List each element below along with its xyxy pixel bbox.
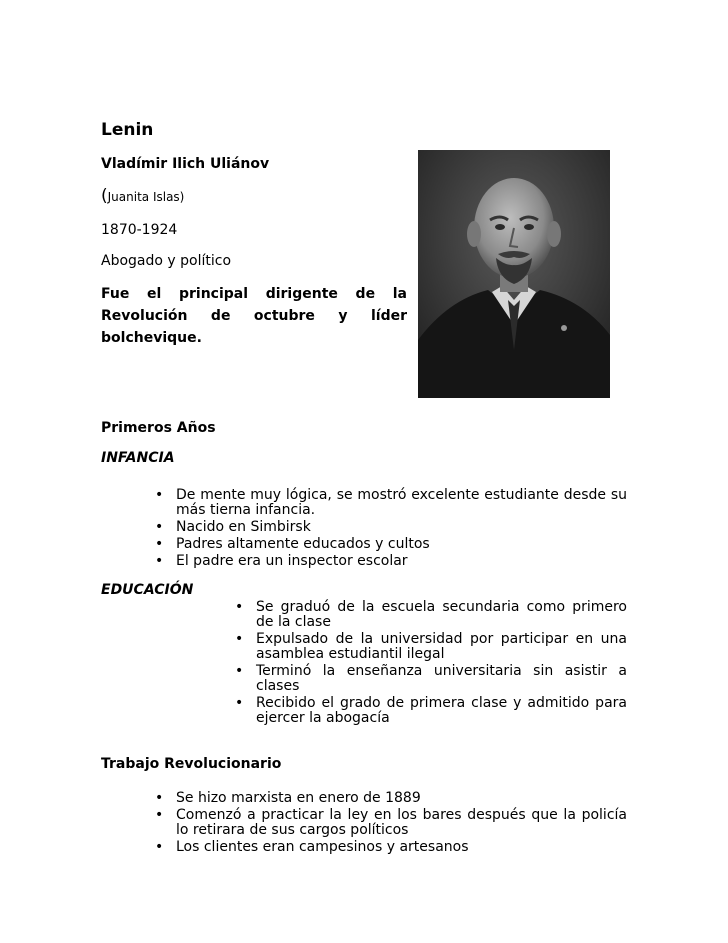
profession: Abogado y político: [101, 253, 232, 269]
bullet-icon: •: [155, 839, 164, 855]
section-heading-primeros-anos: Primeros Años: [101, 420, 216, 436]
bullet-icon: •: [155, 487, 164, 503]
subheading-infancia: INFANCIA: [101, 450, 175, 466]
life-dates: 1870-1924: [101, 222, 178, 238]
full-name: Vladímir Ilich Uliánov: [101, 156, 270, 172]
list-item: • Se hizo marxista en enero de 1889: [155, 790, 421, 806]
infancia-list: [155, 488, 627, 571]
educacion-list: [235, 600, 627, 728]
author-line: [101, 186, 184, 206]
bullet-icon: •: [155, 519, 164, 535]
bullet-icon: •: [155, 553, 164, 569]
bullet-icon: •: [155, 536, 164, 552]
bullet-icon: •: [155, 807, 164, 823]
trabajo-list: [155, 791, 627, 857]
bullet-icon: •: [155, 790, 164, 806]
list-item: • Expulsado de la universidad por participar en una asamblea estudiantil ilegal: [235, 631, 627, 662]
bullet-icon: •: [235, 631, 244, 647]
list-item: • Recibido el grado de primera clase y admitido para ejercer la abogacía: [235, 695, 627, 726]
author-paren: (: [101, 186, 108, 206]
list-item: • Terminó la enseñanza universitaria sin asistir a clases: [235, 663, 627, 694]
bullet-icon: •: [235, 663, 244, 679]
portrait-photo: [418, 150, 610, 398]
list-item: • Comenzó a practicar la ley en los bares después que la policía lo retirara de sus cargos políticos: [155, 807, 627, 838]
lead-paragraph: Fue el principal dirigente de la Revolución de octubre y líder bolchevique.: [101, 286, 407, 346]
section-heading-trabajo: Trabajo Revolucionario: [101, 756, 282, 772]
list-item: • Padres altamente educados y cultos: [155, 536, 430, 552]
bullet-icon: •: [235, 695, 244, 711]
subheading-educacion: EDUCACIÓN: [101, 582, 194, 598]
list-item: • El padre era un inspector escolar: [155, 553, 408, 569]
page-title: Lenin: [101, 120, 154, 140]
list-item: • Se graduó de la escuela secundaria como primero de la clase: [235, 599, 627, 630]
portrait-icon: [418, 150, 610, 398]
list-item: • Nacido en Simbirsk: [155, 519, 311, 535]
list-item: • De mente muy lógica, se mostró excelente estudiante desde su más tierna infancia.: [155, 487, 627, 518]
bullet-icon: •: [235, 599, 244, 615]
list-item: • Los clientes eran campesinos y artesanos: [155, 839, 469, 855]
author-name: Juanita Islas): [107, 190, 185, 204]
